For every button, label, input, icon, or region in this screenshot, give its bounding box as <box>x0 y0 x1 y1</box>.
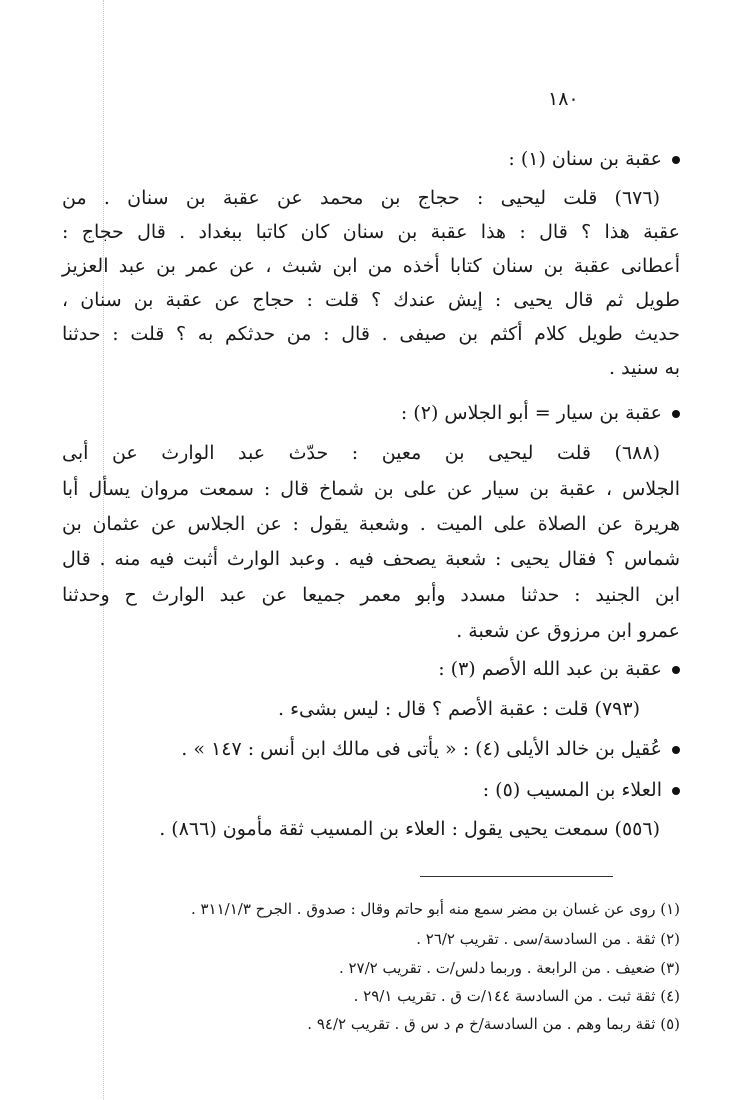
footnote-1: (١) روى عن غسان بن مضر سمع منه أبو حاتم وقال : صدوق . الجرح ٣١١/١/٣ . <box>190 900 680 918</box>
text-line <box>62 436 680 470</box>
entry-heading-4 <box>62 732 680 766</box>
footnote-separator <box>420 876 613 877</box>
text-line: الجلاس ، عقبة بن سيار عن على بن شماخ قال : سمعت مروان يسأل أبا <box>62 478 680 500</box>
text-line-content: (٦٨٨) قلت ليحيى بن معين : حدّث عبد الوارث عن أبى <box>62 442 660 464</box>
text-line: ابن الجنيد : حدثنا مسدد وأبو معمر جميعا عن عبد الوارث ح وحدثنا <box>62 584 680 606</box>
entry-heading-1 <box>62 142 680 176</box>
entry-heading-text: عقبة بن عبد الله الأصم (٣) : <box>438 658 662 680</box>
entry-heading-text: العلاء بن المسيب (٥) : <box>482 779 662 801</box>
footnote-4: (٤) ثقة ثبت . من السادسة ١٤٤/ت ق . تقريب ٢٩/١ . <box>353 987 680 1005</box>
bullet-icon <box>672 156 680 164</box>
text-line <box>62 812 680 846</box>
text-line: شماس ؟ فقال يحيى : شعبة يصحف فيه . وعبد الوارث أثبت فيه منه . قال <box>62 548 680 570</box>
text-line: أعطانى عقبة بن سنان كتابا أخذه من ابن شبث ، عن عمر بن عبد العزيز <box>62 255 680 277</box>
footnote-3: (٣) ضعيف . من الرابعة . وربما دلس/ت . تقريب ٢٧/٢ . <box>338 959 680 977</box>
entry-heading-text: عقبة بن سيار = أبو الجلاس (٢) : <box>400 402 662 424</box>
text-line: طويل ثم قال يحيى : إيش عندك ؟ قلت : حجاج عن عقبة بن سنان ، <box>62 289 680 311</box>
text-line: به سنيد . <box>609 357 680 379</box>
bullet-icon <box>672 410 680 418</box>
text-line <box>62 181 680 215</box>
entry-heading-text: عُقيل بن خالد الأيلى (٤) : « يأتى فى مالك ابن أنس : ١٤٧ » . <box>181 738 662 760</box>
footnote-2: (٢) ثقة . من السادسة/سى . تقريب ٢٦/٢ . <box>416 930 680 948</box>
text-line: عمرو ابن مرزوق عن شعبة . <box>456 620 680 642</box>
text-line-content: (٧٩٣) قلت : عقبة الأصم ؟ قال : ليس بشىء . <box>277 698 640 720</box>
text-line-content: (٥٥٦) سمعت يحيى يقول : العلاء بن المسيب ثقة مأمون (٨٦٦) . <box>159 818 660 840</box>
entry-heading-text: عقبة بن سنان (١) : <box>508 148 662 170</box>
bullet-icon <box>672 746 680 754</box>
bullet-icon <box>672 787 680 795</box>
text-line: عقبة هذا ؟ قال : هذا عقبة بن سنان كان كاتبا ببغداد . قال حجاج : <box>62 221 680 243</box>
text-line-content: (٦٧٦) قلت ليحيى : حجاج بن محمد عن عقبة بن سنان . من <box>62 187 660 209</box>
text-line: حديث طويل كلام أكثم بن صيفى . قال : من حدثكم به ؟ قلت : حدثنا <box>62 323 680 345</box>
text-line: هريرة عن الصلاة على الميت . وشعبة يقول : عن الجلاس عن عثمان بن <box>62 513 680 535</box>
text-line <box>62 692 680 726</box>
entry-heading-5 <box>62 773 680 807</box>
entry-heading-3 <box>62 652 680 686</box>
entry-heading-2 <box>62 396 680 430</box>
bullet-icon <box>672 666 680 674</box>
footnote-5: (٥) ثقة ربما وهم . من السادسة/خ م د س ق . تقريب ٩٤/٢ . <box>307 1015 680 1033</box>
page-number: ١٨٠ <box>548 88 579 110</box>
